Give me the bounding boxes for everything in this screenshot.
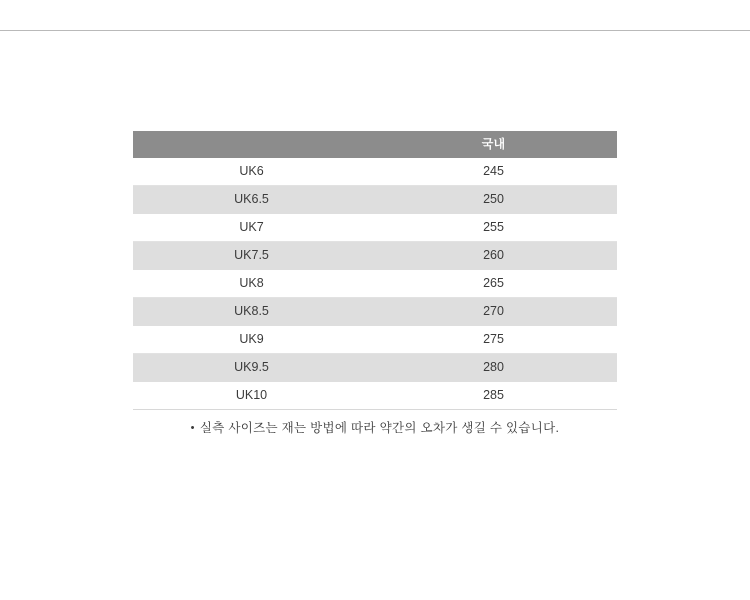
- cell-domestic: 255: [370, 214, 617, 242]
- table-body: [133, 158, 617, 410]
- column-header-size: [133, 131, 370, 158]
- top-divider: [0, 30, 750, 31]
- cell-size: UK7: [133, 214, 370, 242]
- note-line: [191, 418, 560, 436]
- cell-size: UK7.5: [133, 242, 370, 270]
- column-header-domestic: 국내: [370, 131, 617, 158]
- cell-domestic: 270: [370, 298, 617, 326]
- cell-size: UK8: [133, 270, 370, 298]
- cell-size: UK9: [133, 326, 370, 354]
- cell-domestic: 285: [370, 382, 617, 410]
- size-table: [133, 131, 617, 410]
- table-row: [133, 186, 617, 214]
- table-row: [133, 242, 617, 270]
- table-row: [133, 214, 617, 242]
- note-text: 실측 사이즈는 재는 방법에 따라 약간의 오차가 생길 수 있습니다.: [199, 421, 560, 435]
- cell-domestic: 275: [370, 326, 617, 354]
- table-row: [133, 326, 617, 354]
- cell-size: UK6: [133, 158, 370, 186]
- table-row: [133, 270, 617, 298]
- cell-size: UK8.5: [133, 298, 370, 326]
- bullet-icon: •: [190, 422, 195, 434]
- cell-domestic: 245: [370, 158, 617, 186]
- table-row: [133, 382, 617, 410]
- cell-size: UK9.5: [133, 354, 370, 382]
- cell-size: UK6.5: [133, 186, 370, 214]
- table-header: [133, 131, 617, 158]
- cell-domestic: 260: [370, 242, 617, 270]
- table-row: [133, 298, 617, 326]
- table-header-row: [133, 131, 617, 158]
- size-chart: [133, 131, 617, 410]
- cell-domestic: 265: [370, 270, 617, 298]
- table-row: [133, 158, 617, 186]
- table-row: [133, 354, 617, 382]
- notes-section: [133, 418, 617, 437]
- cell-domestic: 280: [370, 354, 617, 382]
- cell-domestic: 250: [370, 186, 617, 214]
- cell-size: UK10: [133, 382, 370, 410]
